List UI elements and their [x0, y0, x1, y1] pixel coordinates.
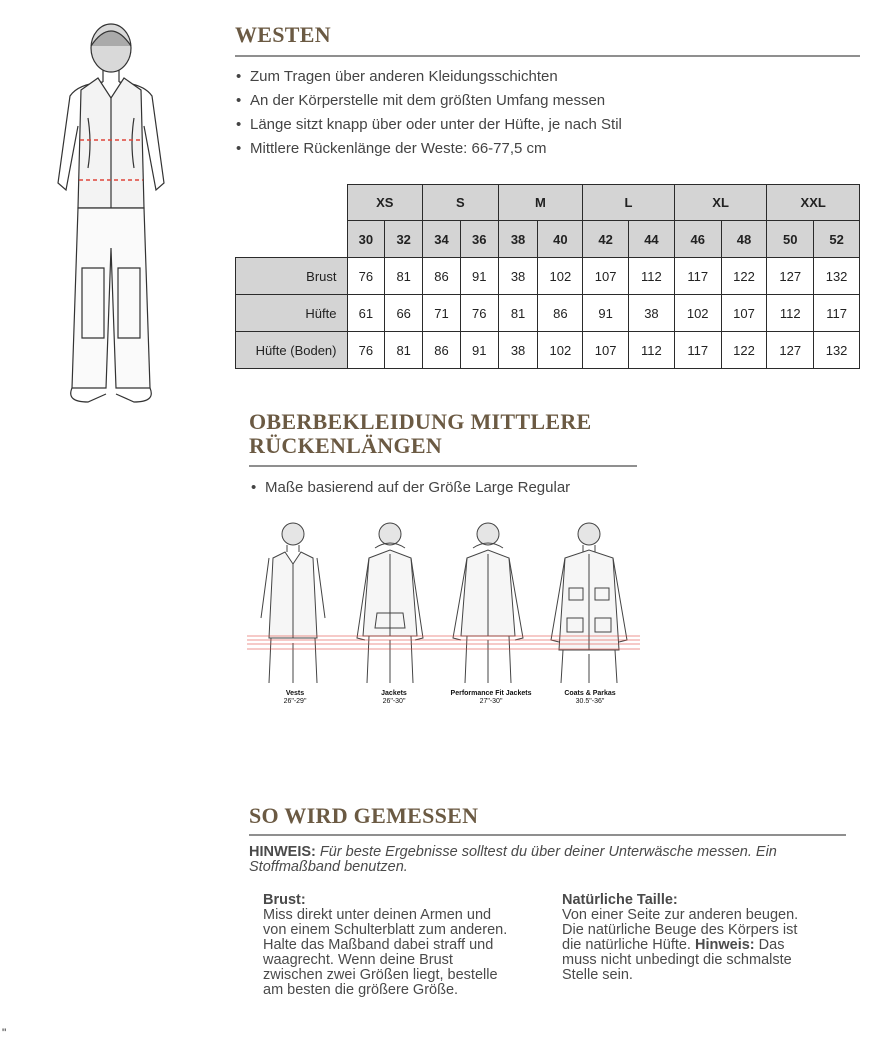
size-group-header: S — [423, 185, 499, 221]
outerwear-bullet: • Maße basierend auf der Größe Large Regular — [249, 479, 570, 496]
outerwear-heading-rule — [249, 465, 637, 467]
outerwear-heading-line-2: RÜCKENLÄNGEN — [249, 433, 443, 458]
size-number-row — [236, 221, 860, 258]
chest-line: Halte das Maßband dabei straff und — [263, 937, 494, 953]
table-cell: 91 — [460, 258, 498, 295]
size-number-header: 36 — [460, 221, 498, 258]
table-cell: 107 — [583, 332, 629, 369]
chest-line: waagrecht. Wenn deine Brust — [263, 952, 453, 968]
table-cell: 66 — [385, 295, 423, 332]
outerwear-heading — [249, 410, 591, 458]
measure-note-text: Für beste Ergebnisse solltest du über deiner Unterwäsche messen. Ein Stoffmaßband benutzen. — [249, 844, 777, 875]
table-cell: 117 — [674, 332, 721, 369]
vest-figure-illustration — [48, 18, 178, 408]
size-group-header: XS — [347, 185, 423, 221]
table-cell: 117 — [674, 258, 721, 295]
table-cell: 112 — [629, 258, 675, 295]
size-group-row — [236, 185, 860, 221]
chest-line: zwischen zwei Größen liegt, bestelle — [263, 967, 498, 983]
table-cell: 122 — [721, 332, 767, 369]
table-cell: 91 — [583, 295, 629, 332]
size-group-header: M — [498, 185, 583, 221]
figure-label-coats-parkas — [552, 690, 628, 706]
waist-line-text: die natürliche Hüfte. — [562, 937, 691, 953]
row-label-hip: Hüfte — [236, 295, 348, 332]
table-cell: 38 — [498, 332, 538, 369]
size-number-header: 32 — [385, 221, 423, 258]
waist-instructions — [562, 892, 862, 983]
table-cell: 107 — [583, 258, 629, 295]
row-label-chest: Brust — [236, 258, 348, 295]
vests-bullet: • An der Körperstelle mit dem größten Umfang messen — [234, 92, 622, 109]
waist-title: Natürliche Taille: — [562, 892, 678, 908]
size-number-header: 30 — [347, 221, 385, 258]
table-cell: 86 — [538, 295, 583, 332]
table-cell: 112 — [767, 295, 814, 332]
table-cell: 112 — [629, 332, 675, 369]
table-cell: 81 — [385, 332, 423, 369]
figure-label-name: Performance Fit Jackets — [450, 690, 532, 697]
figure-label-vests — [263, 690, 327, 706]
table-cell: 86 — [423, 332, 461, 369]
size-group-header: XXL — [767, 185, 860, 221]
table-cell: 127 — [767, 332, 814, 369]
size-number-header: 50 — [767, 221, 814, 258]
figure-label-range: 26"-30" — [382, 698, 406, 705]
outerwear-heading-line-1: OBERBEKLEIDUNG MITTLERE — [249, 409, 592, 434]
table-cell: 71 — [423, 295, 461, 332]
waist-line: Die natürliche Beuge des Körpers ist — [562, 922, 798, 938]
vests-bullet-list — [234, 68, 622, 157]
table-cell: 76 — [347, 258, 385, 295]
size-number-header: 34 — [423, 221, 461, 258]
table-cell: 81 — [498, 295, 538, 332]
measure-heading: SO WIRD GEMESSEN — [249, 803, 479, 828]
waist-hint-line: Stelle sein. — [562, 967, 633, 983]
chest-line: am besten die größere Größe. — [263, 982, 459, 998]
table-cell: 86 — [423, 258, 461, 295]
outerwear-bullet-list — [249, 479, 570, 496]
figure-label-name: Jackets — [381, 690, 407, 697]
size-number-header: 48 — [721, 221, 767, 258]
table-cell: 76 — [460, 295, 498, 332]
size-group-header: XL — [674, 185, 767, 221]
stray-quote-mark: " — [2, 1026, 7, 1040]
table-cell: 107 — [721, 295, 767, 332]
size-number-header: 40 — [538, 221, 583, 258]
figure-label-performance-fit-jackets — [438, 690, 544, 706]
measure-heading-rule — [249, 834, 846, 836]
table-cell: 102 — [538, 332, 583, 369]
table-cell: 102 — [538, 258, 583, 295]
size-number-header: 46 — [674, 221, 721, 258]
vests-bullet: • Zum Tragen über anderen Kleidungsschichten — [234, 68, 622, 85]
size-number-header: 42 — [583, 221, 629, 258]
chest-line: von einem Schulterblatt zum anderen. — [263, 922, 508, 938]
waist-line: Von einer Seite zur anderen beugen. — [562, 907, 799, 923]
table-cell: 76 — [347, 332, 385, 369]
figure-label-name: Coats & Parkas — [564, 690, 616, 697]
table-cell: 132 — [814, 332, 860, 369]
chest-instructions — [263, 892, 553, 998]
table-cell: 132 — [814, 258, 860, 295]
figure-label-name: Vests — [285, 690, 305, 697]
table-row — [236, 332, 860, 369]
figure-label-jackets — [362, 690, 426, 706]
table-cell: 61 — [347, 295, 385, 332]
figure-label-range: 27"-30" — [479, 698, 503, 705]
table-cell: 102 — [674, 295, 721, 332]
table-cell: 38 — [629, 295, 675, 332]
measure-note-label: HINWEIS: — [249, 844, 316, 860]
vests-bullet: • Mittlere Rückenlänge der Weste: 66-77,5 cm — [234, 140, 622, 157]
measure-note — [249, 845, 849, 875]
vest-size-table — [235, 184, 860, 369]
vests-heading: WESTEN — [235, 22, 331, 47]
vests-heading-rule — [235, 55, 860, 57]
waist-hint-after: Das — [758, 937, 785, 953]
figure-label-range: 26"-29" — [283, 698, 307, 705]
outerwear-figures-illustration — [245, 518, 640, 688]
size-number-header: 44 — [629, 221, 675, 258]
table-row — [236, 258, 860, 295]
table-cell: 122 — [721, 258, 767, 295]
size-number-header: 52 — [814, 221, 860, 258]
table-cell: 81 — [385, 258, 423, 295]
size-group-header: L — [583, 185, 675, 221]
vests-bullet: • Länge sitzt knapp über oder unter der Hüfte, je nach Stil — [234, 116, 622, 133]
chest-line: Miss direkt unter deinen Armen und — [263, 907, 492, 923]
table-cell: 117 — [814, 295, 860, 332]
table-cell: 91 — [460, 332, 498, 369]
table-row — [236, 295, 860, 332]
figure-label-range: 30.5"-36" — [575, 698, 605, 705]
waist-hint-label: Hinweis: — [695, 937, 755, 953]
table-cell: 127 — [767, 258, 814, 295]
table-cell: 38 — [498, 258, 538, 295]
chest-title: Brust: — [263, 892, 306, 908]
row-label-hip-bottom: Hüfte (Boden) — [236, 332, 348, 369]
size-number-header: 38 — [498, 221, 538, 258]
waist-line — [562, 938, 862, 953]
waist-hint-line: muss nicht unbedingt die schmalste — [562, 952, 792, 968]
